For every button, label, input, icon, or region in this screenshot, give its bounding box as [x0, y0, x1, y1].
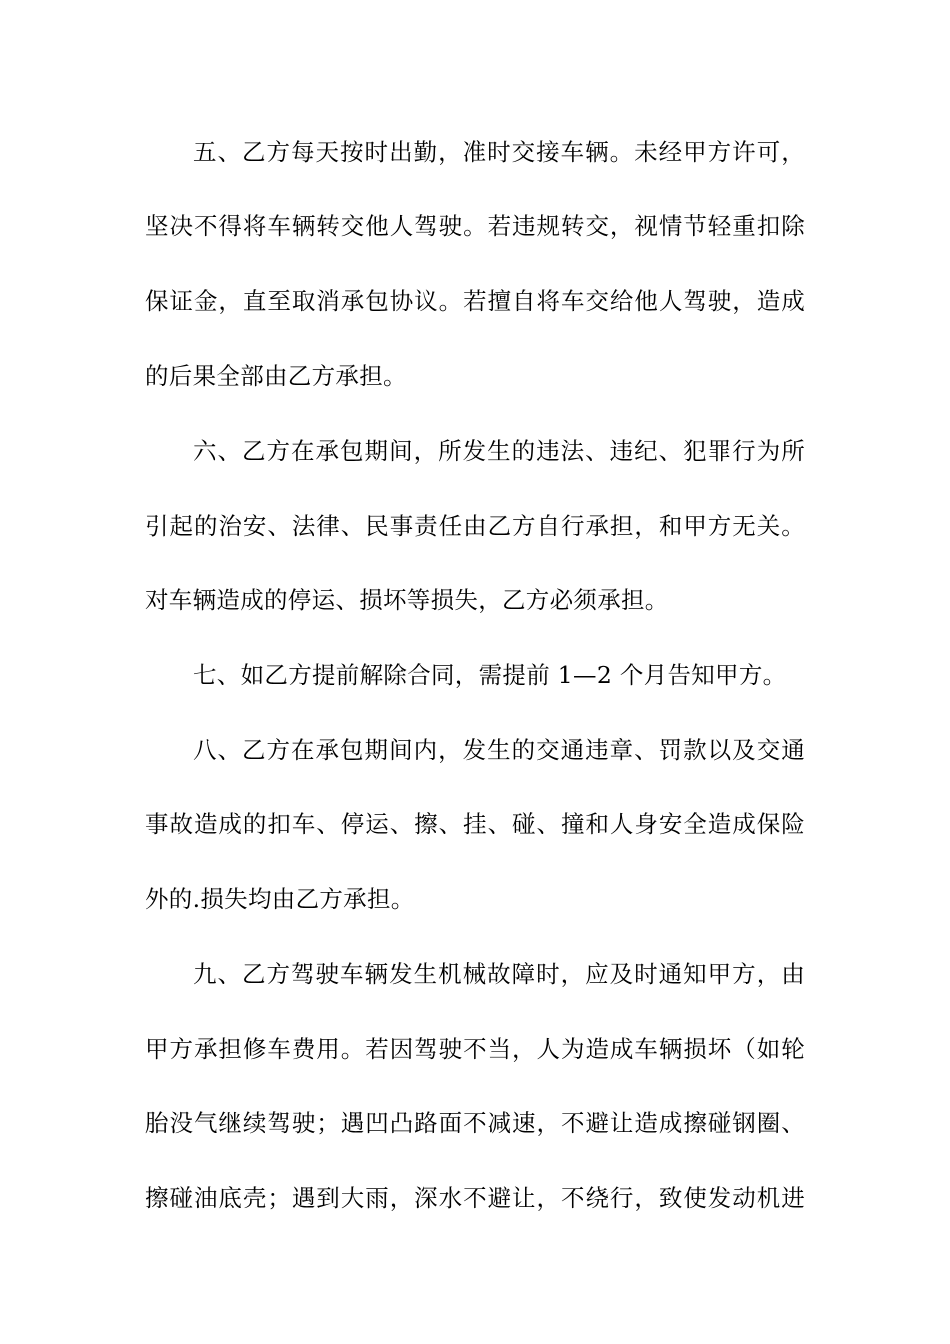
clause-8-line-3: 外的.损失均由乙方承担。: [145, 885, 415, 913]
clause-6-line-3: 对车辆造成的停运、损坏等损失，乙方必须承担。: [145, 586, 669, 614]
clause-9-line-3: 胎没气继续驾驶；遇凹凸路面不减速，不避让造成擦碰钢圈、: [145, 1109, 805, 1137]
clause-8-line-2: 事故造成的扣车、停运、擦、挂、碰、撞和人身安全造成保险: [145, 810, 805, 838]
clause-9-line-1: 九、乙方驾驶车辆发生机械故障时，应及时通知甲方，由: [193, 960, 805, 988]
clause-5-line-2: 坚决不得将车辆转交他人驾驶。若违规转交，视情节轻重扣除: [145, 212, 805, 240]
clause-8-line-1: 八、乙方在承包期间内，发生的交通违章、罚款以及交通: [193, 736, 805, 764]
clause-9-line-4: 擦碰油底壳；遇到大雨，深水不避让，不绕行，致使发动机进: [145, 1184, 805, 1212]
clause-7-line-1: 七、如乙方提前解除合同，需提前 1—2 个月告知甲方。: [193, 661, 787, 689]
clause-5-line-3: 保证金，直至取消承包协议。若擅自将车交给他人驾驶，造成: [145, 287, 805, 315]
clause-6-line-1: 六、乙方在承包期间，所发生的违法、违纪、犯罪行为所: [193, 437, 805, 465]
clause-9-line-2: 甲方承担修车费用。若因驾驶不当，人为造成车辆损坏（如轮: [145, 1035, 805, 1063]
clause-5-line-4: 的后果全部由乙方承担。: [145, 362, 407, 390]
clause-6-line-2: 引起的治安、法律、民事责任由乙方自行承担，和甲方无关。: [145, 512, 805, 540]
clause-5-line-1: 五、乙方每天按时出勤，准时交接车辆。未经甲方许可，: [193, 138, 805, 166]
